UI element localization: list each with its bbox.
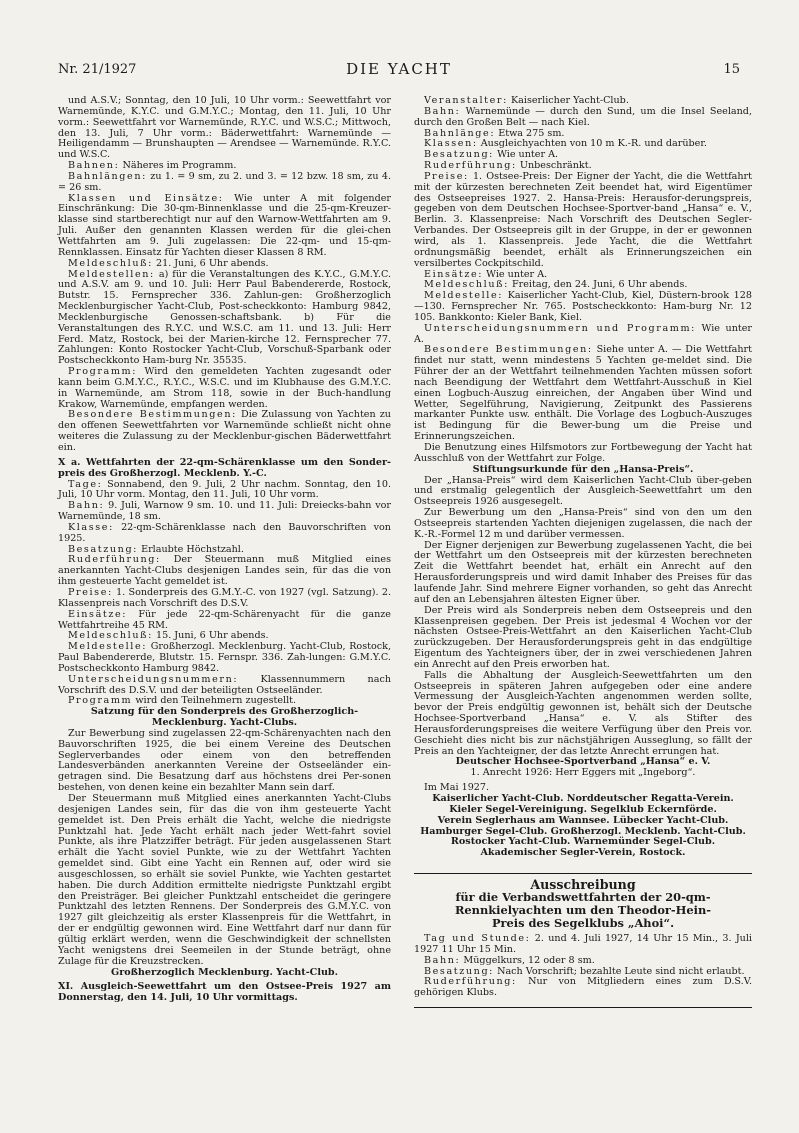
paragraph: Der Eigner derjenigen zur Bewerbung zugelassenen Yacht, die bei der Wettfahrt um den Ostseepreis mit der kürzesten berechneten Zeit die Wettfahrt beendet hat, erhält ein Anrecht auf den Herausforderungspreis und wird damit Inhaber des Preises für das laufende Jahr. Sind mehrere Eigner vorhanden, so geht das Anrecht auf den an Lebensjahren ältesten Eigner über. <box>414 539 752 605</box>
field-label: Meldeschluß: <box>68 257 153 269</box>
field-label: Ruderführung: <box>424 976 517 988</box>
paragraph-heading: XI. Ausgleich-Seewettfahrt um den Ostsee-Preis 1927 <box>58 981 368 993</box>
field-label: Klassen: <box>424 138 478 150</box>
announcement-title: für die Verbandswettfahrten der 20-qm- <box>455 890 711 905</box>
section-heading: Akademischer Segler-Verein, Rostock. <box>480 847 686 859</box>
field-label: Besondere Bestimmungen: <box>68 409 237 421</box>
paragraph: Meldeschluß: Freitag, den 24. Juni, 6 Uhr abends. <box>424 279 688 291</box>
paragraph: Besatzung: Erlaubte Höchstzahl. <box>68 543 244 555</box>
field-label: Einsätze: <box>68 608 128 620</box>
field-label: Bahn: <box>424 954 461 966</box>
paragraph: Bahn: Müggelkurs, 12 oder 8 sm. <box>424 954 595 966</box>
field-label: Tag und Stunde: <box>424 933 531 945</box>
journal-title: DIE YACHT <box>346 60 452 78</box>
paragraph-heading: X a. Wettfahrten der 22-qm-Schärenklasse um den Sonder-preis des Großherzogl. Mecklenb. Y.-C. <box>58 456 391 479</box>
paragraph <box>58 458 391 480</box>
paragraph: Tage: Sonnabend, den 9. Juli, 2 Uhr nachm. Sonntag, den 10. Juli, 10 Uhr vorm. Montag, den 11. Juli, 10 Uhr vorm. <box>58 478 391 501</box>
paragraph: Ruderführung: Der Steuermann muß Mitglied eines anerkannten Yacht-Clubs desjenigen Landes sein, für das die von ihm gesteuerte Yacht gemeldet ist. <box>58 554 391 588</box>
announcement-title: Ausschreibung <box>530 877 636 893</box>
paragraph: Bahnlänge: Etwa 275 sm. <box>424 127 565 139</box>
field-label: Meldeschluß: <box>424 279 509 291</box>
paragraph: XI. Ausgleich-Seewettfahrt um den Ostsee-Preis 1927 am Donnerstag, den 14. Juli, 10 Uhr vormittags. <box>58 981 391 1004</box>
paragraph: Besondere Bestimmungen: Siehe unter A. — Die Wettfahrt findet nur statt, wenn mindestens 5 Yachten ge-meldet sind. Die Führer der an der Wettfahrt teilnehmenden Yachten müssen sofort nach Beendigung der Wettfahrt dem Wettfahrt-Ausschuß in Kiel einen Logbuch-Auszug einreichen, der Angaben über Wind und Wetter, Segelführung, Navigierung, Zeitpunkt des Passierens markanter Punkte usw. enthält. Die Vorlage des Logbuch-Auszuges ist Bedingung für die Bewer-bung um die Preise und Erinnerungszeichen. <box>414 344 752 443</box>
paragraph: Klasse: 22-qm-Schärenklasse nach den Bauvorschriften von 1925. <box>58 521 391 544</box>
field-label: Bahn: <box>424 105 461 117</box>
field-label: Bahnlänge: <box>424 127 496 139</box>
paragraph: Preise: 1. Sonderpreis des G.M.Y.-C. von 1927 (vgl. Satzung). 2. Klassenpreis nach Vorschrift des D.S.V. <box>58 586 391 609</box>
paragraph: Programm: Wird den gemeldeten Yachten zugesandt oder kann beim G.M.Y.C., R.Y.C., W.S.C. und im Klubhause des G.M.Y.C. in Warnemünde, am Strom 118, sowie in der Buch-handlung Krakow, Warnemünde, empfangen werden. <box>58 366 391 410</box>
field-label: Besondere Bestimmungen: <box>424 344 593 356</box>
section-heading: Verein Seglerhaus am Wannsee. Lübecker Yacht-Club. <box>437 814 729 826</box>
field-label: Einsätze: <box>424 268 484 280</box>
page-number: 15 <box>723 62 740 77</box>
paragraph: Zur Bewerbung um den „Hansa-Preis“ sind von den um den Ostseepreis startenden Yachten diejenigen zugelassen, die nach der K.-R.-Formel 12 m und darüber vermessen. <box>414 507 752 540</box>
paragraph: Meldestelle: Großherzogl. Mecklenburg. Yacht-Club, Rostock, Paul Babendererde, Blutstr. 15. Fernspr. 336. Zah-lungen: G.M.Y.C. Postscheckkonto Hamburg 9842. <box>58 641 391 674</box>
field-label: Meldestellen: <box>68 268 155 280</box>
field-label: Bahnen: <box>68 160 120 172</box>
paragraph: Meldestelle: Kaiserlicher Yacht-Club, Kiel, Düstern-brook 128—130. Fernsprecher Nr. 765. Postscheckkonto: Ham-burg Nr. 12 105. Bankkonto: Kieler Bank, Kiel. <box>414 290 752 323</box>
announcement-title: Rennkielyachten um den Theodor-Hein- <box>454 903 712 918</box>
field-label: Tage: <box>68 478 103 490</box>
field-label: Ruderführung: <box>68 554 161 566</box>
section-heading: Kaiserlicher Yacht-Club. Norddeutscher Regatta-Verein. <box>432 793 734 804</box>
paragraph: Veranstalter: Kaiserlicher Yacht-Club. <box>424 95 629 106</box>
field-label: Besatzung: <box>424 149 495 161</box>
paragraph: Preise: 1. Ostsee-Preis: Der Eigner der Yacht, die die Wettfahrt mit der kürzesten berechneten Zeit beendet hat, wird Eigentümer des Ostseepreises 1927. 2. Hansa-Preis: Herausfor-derungspreis, gegeben von dem Deutschen Hochsee-Sportver-band „Hansa“ e. V., Berlin. 3. Klassenpreise: Nach Vorschrift des Deutschen Segler-Verbandes. Der Ostseepreis gilt in der Gruppe, in der er gewonnen wird, als 1. Klassenpreis. Jede Yacht, die die Wettfahrt ordnungsmäßig beendet, erhält als Erinnerungszeichen ein versilbertes Cockpitschild. <box>414 170 752 269</box>
field-label: Meldestelle: <box>68 641 148 653</box>
paragraph: Unterscheidungsnummern: Klassennummern nach Vorschrift des D.S.V. und der beteiligten Ostseeländer. <box>58 673 391 696</box>
field-label: Programm <box>68 695 133 707</box>
paragraph: Meldeschluß: 15. Juni, 6 Uhr abends. <box>68 630 269 642</box>
paragraph: Ruderführung: Nur von Mitgliedern eines zum D.S.V. gehörigen Klubs. <box>414 976 752 999</box>
field-label: Unterscheidungsnummern und Programm: <box>424 322 697 334</box>
right-column <box>414 96 752 1008</box>
paragraph: Bahn: Warnemünde — durch den Sund, um die Insel Seeland, durch den Großen Belt — nach Kiel. <box>414 105 752 128</box>
field-label: Besatzung: <box>68 543 139 555</box>
paragraph: Tag und Stunde: 2. und 4. Juli 1927, 14 Uhr 15 Min., 3. Juli 1927 11 Uhr 15 Min. <box>414 933 752 955</box>
section-heading: Hamburger Segel-Club. Großherzogl. Mecklenb. Yacht-Club. <box>420 825 746 837</box>
announcement-title: Preis des Segelklubs „Ahoi“. <box>491 916 675 931</box>
paragraph: Der „Hansa-Preis“ wird dem Kaiserlichen Yacht-Club über-geben und erstmalig gelegentlich der Ausgleich-Seewettfahrt um den Ostseepreis 1926 ausgesegelt. <box>414 474 752 508</box>
paragraph: Klassen: Ausgleichyachten von 10 m K.-R. und darüber. <box>424 138 707 150</box>
paragraph: Der Preis wird als Sonderpreis neben dem Ostseepreis und den Klassenpreisen gegeben. Der Preis ist jedesmal 4 Wochen vor der nächsten Ostsee-Preis-Wettfahrt an den Kaiserlichen Yacht-Club zurückzugeben. Der Herausforderungspreis geht in das endgültige Eigentum des Yachteigners über, der in zwei verschiedenen Jahren ein Anrecht auf den Preis erworben hat. <box>414 604 752 670</box>
section-heading: Rostocker Yacht-Club. Warnemünder Segel-Club. <box>450 836 716 848</box>
paragraph: Programm wird den Teilnehmern zugestellt. <box>68 695 297 707</box>
paragraph: Falls die Abhaltung der Ausgleich-Seewettfahrten um den Ostseepreis in späteren Jahren aufgegeben oder eine andere Vermessung der Ausgleich-Yachten angenommen werden sollte, bevor der Preis endgültig gewonnen ist, behält sich der Deutsche Hochsee-Sportverband „Hansa“ e. V. als Stifter des Herausforderungspreises die weitere Verfügung über den Preis vor. Geschieht dies nicht bis zur nächstjährigen Ausseglung, so fällt der Preis an den Yachteigner, der das letzte Anrecht errungen hat. <box>414 669 752 757</box>
field-label: Bahnlängen: <box>68 170 147 182</box>
field-label: Besatzung: <box>424 965 495 977</box>
field-label: Unterscheidungsnummern: <box>68 673 239 685</box>
page-header <box>58 62 740 78</box>
paragraph: und A.S.V.; Sonntag, den 10 Juli, 10 Uhr vorm.: Seewettfahrt vor Warnemünde, K.Y.C. und G.M.Y.C.; Montag, den 11. Juli, 10 Uhr vorm.: Seewettfahrt vor Warnemünde, R.Y.C. und W.S.C.; Mittwoch, den 13. Juli, 7 Uhr vorm.: Bäderwettfahrt: Warnemünde — Heiligendamm — Brunshaupten — Arendsee — Warnemünde. R.Y.C. und W.S.C. <box>58 95 391 161</box>
paragraph: Einsätze: Für jede 22-qm-Schärenyacht für die ganze Wettfahrtreihe 45 RM. <box>58 608 391 631</box>
paragraph: Bahnen: Näheres im Programm. <box>68 160 237 172</box>
announcement-box <box>414 873 752 1008</box>
section-heading: Satzung für den Sonderpreis des Großherzoglich-Mecklenburg. Yacht-Clubs. <box>90 706 359 729</box>
paragraph: Besatzung: Wie unter A. <box>424 149 559 161</box>
left-column <box>58 96 391 1004</box>
field-label: Preise: <box>424 170 469 182</box>
field-label: Meldestelle: <box>424 290 504 302</box>
section-heading: Deutscher Hochsee-Sportverband „Hansa“ e. V. <box>455 756 711 768</box>
paragraph: Bahnlängen: zu 1. = 9 sm, zu 2. und 3. = 12 bzw. 18 sm, zu 4. = 26 sm. <box>58 170 391 193</box>
paragraph: Die Benutzung eines Hilfsmotors zur Fortbewegung der Yacht hat Ausschluß von der Wettfahrt zur Folge. <box>414 442 752 464</box>
field-label: Bahn: <box>68 500 105 512</box>
section-heading: Großherzoglich Mecklenburg. Yacht-Club. <box>111 966 338 978</box>
paragraph: Besondere Bestimmungen: Die Zulassung von Yachten zu den offenen Seewettfahrten vor Warnemünde schließt nicht ohne weiteres die Zulassung zu der Mecklenbur-gischen Bäderwettfahrt ein. <box>58 409 391 453</box>
field-label: Programm: <box>68 366 138 378</box>
paragraph: Einsätze: Wie unter A. <box>424 268 548 280</box>
paragraph: Der Steuermann muß Mitglied eines anerkannten Yacht-Clubs desjenigen Landes sein, für das die von ihm gesteuerte Yacht gemeldet ist. Den Preis erhält die Yacht, welche die niedrigste Punktzahl hat. Jede Yacht erhält nach jeder Wett-fahrt soviel Punkte, als ihre Platzziffer beträgt. Für jeden ausgelassenen Start erhält die Yacht soviel Punkte, wie zu der Wettfahrt Yachten gemeldet sind. Gibt eine Yacht ein Rennen auf, oder wird sie ausgeschlossen, so erhält sie soviel Punkte, wie Yachten gestartet haben. Die durch Addition ermittelte niedrigste Punktzahl ergibt den Preisträger. Bei gleicher Punktzahl entscheidet die geringere Punktzahl des letzten Rennens. Der Sonderpreis des G.M.Y.C. von 1927 gilt gleichzeitig als erster Klassenpreis für die Wettfahrt, in der er endgültig gewonnen wird. Eine Wettfahrt darf nur dann für gültig erklärt werden, wenn die Geschwindigkeit der schnellsten Yacht wenigstens drei Seemeilen in der Stunde beträgt, ohne Zulage für die Kreuzstrecken. <box>58 793 391 967</box>
paragraph: Besatzung: Nach Vorschrift; bezahlte Leute sind nicht erlaubt. <box>424 965 745 977</box>
field-label: Meldeschluß: <box>68 630 153 642</box>
section-heading: Stiftungsurkunde für den „Hansa-Preis“. <box>472 463 694 475</box>
issue-number: Nr. 21/1927 <box>58 62 137 77</box>
paragraph: Zur Bewerbung sind zugelassen 22-qm-Schärenyachten nach den Bauvorschriften 1925, die bei einem Vereine des Deutschen Seglerverbandes oder einem von den betreffenden Landesverbänden anerkannten Vereine der Ostseeländer ein-getragen sind. Die Besatzung darf aus höchstens drei Per-sonen bestehen, von denen keine ein bezahlter Mann sein darf. <box>58 727 391 794</box>
paragraph: Ruderführung: Unbeschränkt. <box>424 160 592 172</box>
paragraph: Klassen und Einsätze: Wie unter A mit folgender Einschränkung: Die 30-qm-Binnenklasse und die 25-qm-Kreuzer-klasse sind startberechtigt nur auf den Warnow-Wettfahrten am 9. Juli. Außer den genannten Klassen werden für die glei-chen Wettfahrten am 9. Juli zugelassen: Die 22-qm- und 15-qm-Rennklassen. Einsatz für Yachten dieser Klassen 8 RM. <box>58 192 391 258</box>
note-line: 1. Anrecht 1926: Herr Eggers mit „Ingeborg“. <box>470 767 696 779</box>
field-label: Veranstalter: <box>424 95 508 106</box>
field-label: Ruderführung: <box>424 160 517 172</box>
paragraph: Unterscheidungsnummern und Programm: Wie unter A. <box>414 322 752 345</box>
field-label: Klassen und Einsätze: <box>68 192 224 204</box>
paragraph: Im Mai 1927. <box>424 782 490 794</box>
section-heading: Kieler Segel-Vereinigung. Segelklub Eckernförde. <box>449 803 717 815</box>
paragraph: Meldestellen: a) für die Veranstaltungen des K.Y.C., G.M.Y.C. und A.S.V. am 9. und 10. Juli: Herr Paul Babendererde, Rostock, Butstr. 15. Fernsprecher 336. Zahlun-gen: Großherzoglich Mecklenburgischer Yacht-Club, Post-scheckkonto: Hamburg 9842, Mecklenburgische Genossen-schaftsbank. b) Für die Veranstaltungen des R.Y.C. und W.S.C. am 11. und 13. Juli: Herr Ferd. Matz, Rostock, bei der Marien-kirche 12. Fernsprecher 77. Zahlungen: Konto Rostocker Yacht-Club, Vorschuß-Sparbank oder Postscheckkonto Ham-burg Nr. 35535. <box>58 268 391 367</box>
paragraph: Meldeschluß: 21. Juni, 6 Uhr abends. <box>68 257 269 269</box>
field-label: Preise: <box>68 586 113 598</box>
paragraph: Bahn: 9. Juli, Warnow 9 sm. 10. und 11. Juli: Dreiecks-bahn vor Warnemünde, 18 sm. <box>58 500 391 523</box>
field-label: Klasse: <box>68 521 114 533</box>
